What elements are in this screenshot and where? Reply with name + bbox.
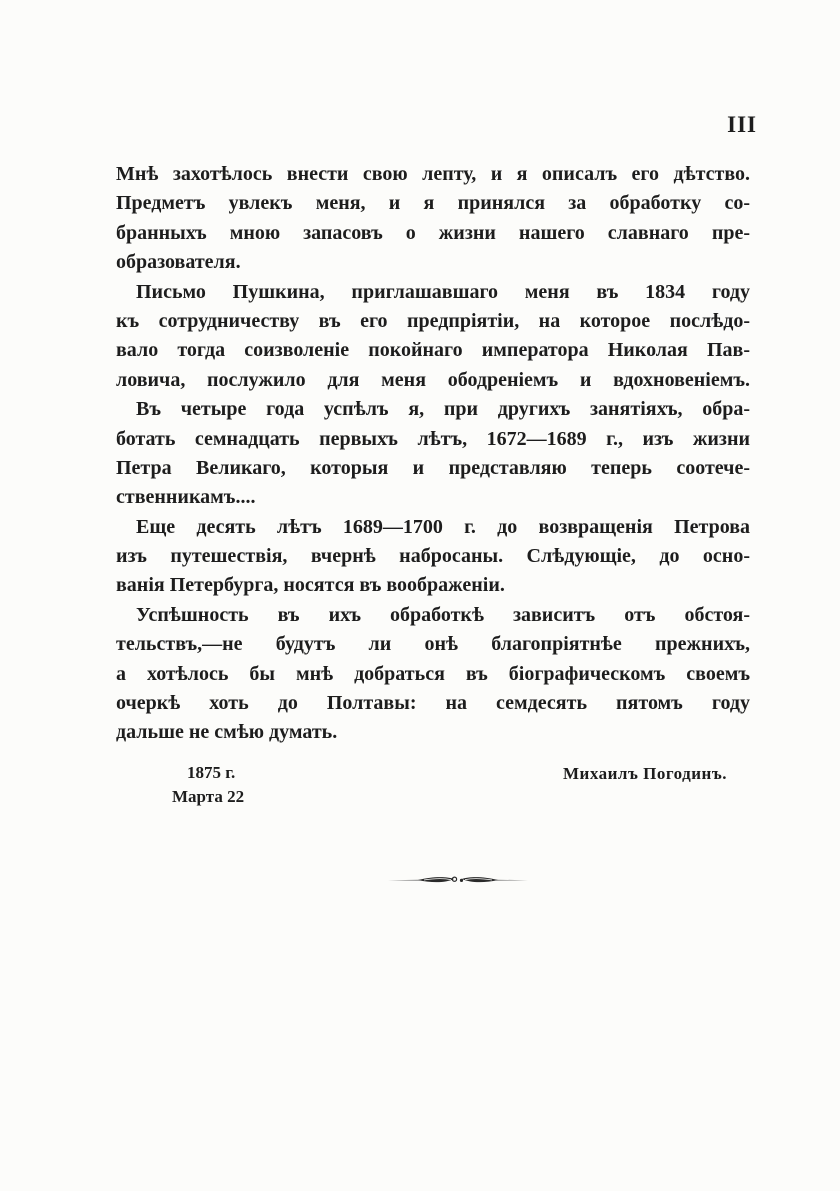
text-line: очеркѣ хоть до Полтавы: на семдесять пятомъ году bbox=[116, 692, 750, 715]
text-line: Еще десять лѣтъ 1689—1700 г. до возвращенія Петрова bbox=[136, 515, 750, 538]
text-line: ловича, послужило для меня ободреніемъ и вдохновеніемъ. bbox=[116, 368, 750, 391]
text-line: къ сотрудничеству въ его предпріятіи, на которое послѣдо- bbox=[116, 309, 750, 332]
text-line: вало тогда соизволеніе покойнаго императора Николая Пав- bbox=[116, 339, 750, 362]
text-line: Успѣшность въ ихъ обработкѣ зависитъ отъ обстоя- bbox=[136, 603, 750, 626]
text-line: Въ четыре года успѣлъ я, при другихъ занятіяхъ, обра- bbox=[136, 398, 750, 421]
text-line: изъ путешествія, вчернѣ набросаны. Слѣдующіе, до осно- bbox=[116, 545, 750, 568]
author-signature: Михаилъ Погодинъ. bbox=[563, 764, 727, 783]
text-line: ственникамъ.... bbox=[116, 486, 256, 509]
text-line: тельствъ,—не будутъ ли онѣ благопріятнѣе прежнихъ, bbox=[116, 633, 750, 656]
text-line: ванія Петербурга, носятся въ воображеніи. bbox=[116, 574, 505, 597]
preface-text-block bbox=[116, 160, 750, 748]
text-line: ботать семнадцать первыхъ лѣтъ, 1672—1689 г., изъ жизни bbox=[116, 427, 750, 450]
text-line: Петра Великаго, которыя и представляю теперь соотече- bbox=[116, 456, 750, 479]
page-number: III bbox=[727, 112, 757, 137]
flourish-divider-icon bbox=[388, 872, 528, 888]
text-line: Письмо Пушкина, приглашавшаго меня въ 1834 году bbox=[136, 280, 750, 303]
text-line: Предметъ увлекъ меня, и я принялся за обработку со- bbox=[116, 192, 750, 215]
text-line: дальше не смѣю думать. bbox=[116, 721, 338, 744]
text-line: Мнѣ захотѣлось внести свою лепту, и я описалъ его дѣтство. bbox=[116, 163, 750, 185]
text-line: бранныхъ мною запасовъ о жизни нашего славнаго пре- bbox=[116, 221, 750, 244]
text-line: образователя. bbox=[116, 251, 241, 274]
colophon-date-day: Марта 22 bbox=[172, 787, 245, 806]
text-line: а хотѣлось бы мнѣ добраться въ біографическомъ своемъ bbox=[116, 662, 750, 685]
colophon-date-year: 1875 г. bbox=[187, 763, 236, 782]
